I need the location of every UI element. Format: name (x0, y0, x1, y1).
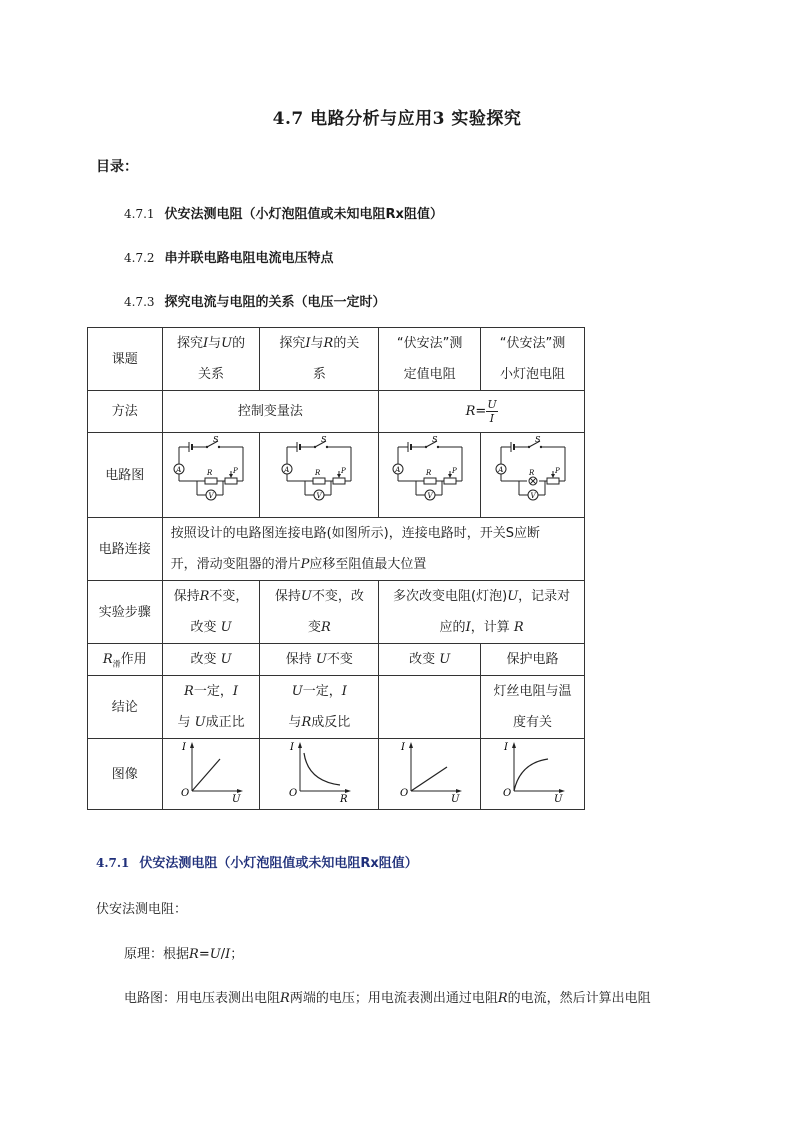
svg-text:P: P (233, 467, 238, 475)
svg-text:U: U (553, 794, 562, 805)
row-label-topic: 课题 (88, 328, 163, 391)
cell-method-control: 控制变量法 (162, 391, 379, 433)
table-row (88, 676, 585, 739)
table-row (88, 581, 585, 644)
row-label-conclusion: 结论 (88, 676, 163, 739)
row-label-graph: 图像 (88, 739, 163, 810)
toc-item-number: 4.7.2 (124, 251, 155, 265)
circuit-diagram (260, 433, 379, 518)
toc-item-text: 探究电流与电阻的关系（电压一定时） (164, 295, 386, 310)
svg-text:O: O (289, 788, 298, 799)
circuit-svg (390, 433, 470, 505)
svg-text:I: I (290, 742, 295, 753)
row-label-steps: 实验步骤 (88, 581, 163, 644)
cell-steps-3: 多次改变电阻(灯泡)U，记录对 应的I，计算 R (379, 581, 585, 644)
toc-item-text: 串并联电路电阻电流电压特点 (164, 251, 334, 266)
circuit-svg (171, 433, 251, 505)
svg-text:O: O (181, 788, 190, 799)
svg-text:S: S (321, 435, 327, 444)
circuit-diagram (481, 433, 585, 518)
svg-text:P: P (341, 467, 347, 475)
cell-conclusion-2: U一定，I 与R成反比 (260, 676, 379, 739)
svg-text:I: I (182, 742, 186, 753)
svg-text:V: V (427, 492, 433, 500)
page-title: 4.7 电路分析与应用3 实验探究 (272, 109, 522, 129)
svg-text:R: R (315, 469, 321, 477)
toc-item[interactable] (124, 203, 443, 222)
cell-topic-3: “伏安法”测 定值电阻 (379, 328, 481, 391)
graph-cell (260, 739, 379, 810)
svg-text:S: S (213, 435, 219, 444)
circuit-description: 电路图：用电压表测出电阻R两端的电压；用电流表测出通过电阻R的电流，然后计算出电阻 (124, 991, 651, 1006)
fraction: $\frac{U}{I}$ (487, 398, 497, 425)
toc-item[interactable] (124, 247, 334, 266)
svg-text:I: I (503, 742, 508, 753)
experiment-table (87, 327, 585, 810)
svg-text:U: U (450, 794, 460, 805)
svg-text:A: A (284, 466, 290, 474)
cell-conclusion-1: R一定，I 与 U成正比 (162, 676, 260, 739)
graph-cell (481, 739, 585, 810)
table-row (88, 644, 585, 676)
svg-text:P: P (554, 467, 560, 475)
graph-linear (176, 739, 246, 805)
row-label-method: 方法 (88, 391, 163, 433)
cell-role-4: 保护电路 (481, 644, 585, 676)
toc-heading: 目录： (96, 159, 138, 175)
svg-text:R: R (340, 794, 348, 805)
svg-text:R: R (207, 469, 213, 477)
circuit-diagram (162, 433, 260, 518)
section-heading: 4.7.1 伏安法测电阻（小灯泡阻值或未知电阻Rx阻值） (96, 856, 418, 871)
svg-text:O: O (502, 788, 511, 799)
table-row (88, 518, 585, 581)
svg-text:S: S (431, 435, 438, 444)
graph-curve (498, 739, 568, 805)
svg-text:P: P (451, 467, 457, 475)
toc-item-number: 4.7.1 (124, 207, 155, 221)
graph-cell (162, 739, 260, 810)
toc-item-text: 伏安法测电阻（小灯泡阻值或未知电阻Rx阻值） (164, 207, 443, 222)
svg-text:A: A (176, 466, 182, 474)
principle-text: 原理：根据R=U/I； (124, 947, 244, 962)
row-label-role: $R_滑$作用 (88, 644, 163, 676)
cell-role-2: 保持 U不变 (260, 644, 379, 676)
cell-conclusion-4: 灯丝电阻与温 度有关 (481, 676, 585, 739)
svg-text:S: S (534, 435, 541, 444)
table-row (88, 739, 585, 810)
toc-item-number: 4.7.3 (124, 295, 155, 309)
graph-cell (379, 739, 481, 810)
intro-text: 伏安法测电阻： (96, 902, 188, 917)
svg-text:R: R (528, 469, 534, 477)
toc-item[interactable] (124, 291, 386, 310)
cell-steps-2: 保持U不变，改 变R (260, 581, 379, 644)
table-row (88, 328, 585, 391)
cell-conclusion-3 (379, 676, 481, 739)
cell-connect: 按照设计的电路图连接电路(如图所示)，连接电路时，开关S应断 开，滑动变阻器的滑片P应移至阻值最大位置 (162, 518, 584, 581)
cell-steps-1: 保持R不变， 改变 U (162, 581, 260, 644)
svg-text:A: A (497, 466, 503, 474)
row-label-connect: 电路连接 (88, 518, 163, 581)
svg-text:R: R (425, 469, 431, 477)
circuit-svg (493, 433, 573, 505)
svg-text:U: U (232, 794, 241, 805)
row-label-circuit: 电路图 (88, 433, 163, 518)
svg-text:V: V (208, 492, 214, 500)
svg-text:A: A (394, 466, 400, 474)
circuit-svg (279, 433, 359, 505)
svg-text:V: V (530, 492, 536, 500)
svg-text:O: O (399, 788, 408, 799)
cell-method-formula: R= $\frac{U}{I}$ (379, 391, 585, 433)
cell-topic-1: 探究I与U的 关系 (162, 328, 260, 391)
table-row (88, 391, 585, 433)
svg-text:I: I (400, 742, 405, 753)
cell-topic-4: “伏安法”测 小灯泡电阻 (481, 328, 585, 391)
table-row (88, 433, 585, 518)
circuit-diagram (379, 433, 481, 518)
graph-linear (395, 739, 465, 805)
cell-topic-2: 探究I与R的关 系 (260, 328, 379, 391)
cell-role-1: 改变 U (162, 644, 260, 676)
cell-role-3: 改变 U (379, 644, 481, 676)
svg-text:V: V (316, 492, 322, 500)
graph-inverse (284, 739, 354, 805)
